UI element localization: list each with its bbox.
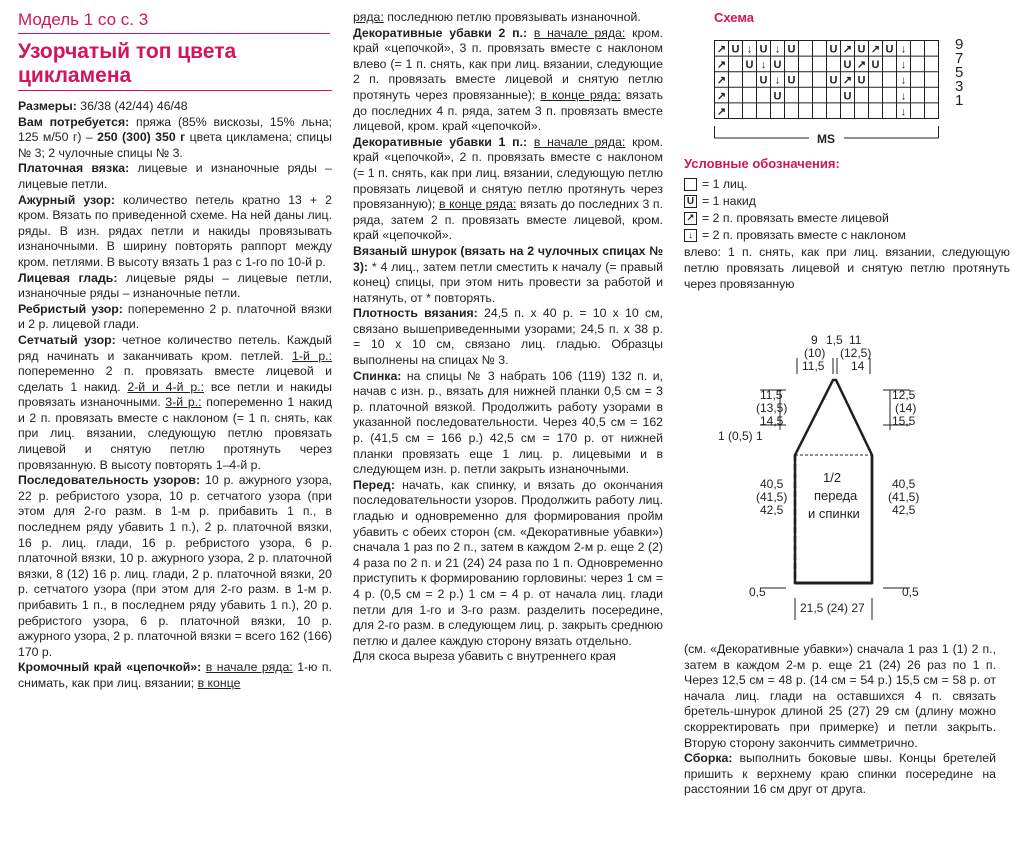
k2tog-symbol-icon: ↗ xyxy=(716,59,727,72)
yarn-over-symbol-icon: U xyxy=(829,43,838,56)
yarn-over-symbol-icon: U xyxy=(857,43,866,56)
ssk-symbol-icon: ↓ xyxy=(900,105,907,118)
dim-mid-right-2: (41,5) xyxy=(888,490,920,504)
dim-left-3: 14,5 xyxy=(760,414,784,428)
center-label-1: 1/2 xyxy=(823,470,842,485)
yarn-over-symbol-icon: U xyxy=(731,43,740,56)
yarn-over-symbol-icon: U xyxy=(829,74,838,87)
garter-stitch: Платочная вязка: лицевые и изнаночные ряды – лицевые петли. xyxy=(18,161,332,191)
center-label-3: и спинки xyxy=(808,506,860,521)
dim-top-g: 14 xyxy=(851,359,865,373)
k2tog-symbol-icon: ↗ xyxy=(842,43,853,56)
stitch-chart-svg xyxy=(714,40,946,140)
dim-right-1: 12,5 xyxy=(892,388,916,402)
k2tog-symbol-icon: ↗ xyxy=(716,74,727,87)
knit-symbol-icon xyxy=(684,178,697,191)
yarn-over-symbol-icon: U xyxy=(745,59,754,72)
column-2 xyxy=(353,10,663,665)
dim-top-e: (12,5) xyxy=(840,346,872,360)
k2tog-symbol-icon: ↗ xyxy=(716,105,727,118)
legend-ssk: ↓ = 2 п. провязать вместе с наклоном xyxy=(684,227,1010,244)
model-reference: Модель 1 со с. 3 xyxy=(18,10,330,34)
yarn-over-symbol-icon: U xyxy=(684,195,697,208)
ssk-symbol-icon: ↓ xyxy=(774,43,781,56)
sizes: Размеры: 36/38 (42/44) 46/48 xyxy=(18,99,188,113)
dim-top-c: 11 xyxy=(849,333,862,347)
dim-left-1: 11,5 xyxy=(760,388,783,402)
column-3 xyxy=(684,10,1010,26)
page-title: Узорчатый топ цвета цикламена xyxy=(18,40,332,91)
neck-slope: Для скоса выреза убавить с внутреннего края xyxy=(353,649,616,664)
ssk-symbol-icon: ↓ xyxy=(900,43,907,56)
legend xyxy=(684,155,1010,292)
lace-pattern: Ажурный узор: количество петель кратно 13 + 2 кром. Вязать по приведенной схеме. На ней даны лиц. ряды. В изн. рядах петли и накиды провязывать изнаночными. В ширину повторять раппорт между кром. петлями. В высоту вязать 1 раз с 1-го по 10-й р. xyxy=(18,192,333,269)
gauge: Плотность вязания: 24,5 п. х 40 р. = 10 х 10 см, связано вышеприведенными узорами; 24,5 п. х 38 р. = 10 х 10 см, связано лиц. гладью. Образцы выполнены на спицах № 3. xyxy=(353,306,663,368)
k2tog-symbol-icon: ↗ xyxy=(870,43,881,56)
decorative-decrease-2: Декоративные убавки 2 п.: в начале ряда: кром. край «цепочкой», 3 п. провязать вместе с наклоном влево (= 1 п. снять, как при лиц. вязании, следующие 2 п. провязать вместе лицевой и снятую петлю протянуть через провязанные); в конце ряда: вязать до последних 4 п. ряда, затем 3 п. провязать вместе лицевой, кром. край «цепочкой». xyxy=(353,25,664,134)
yarn-over-symbol-icon: U xyxy=(885,43,894,56)
k2tog-symbol-icon: ↗ xyxy=(842,74,853,87)
yarn-over-symbol-icon: U xyxy=(773,59,782,72)
dim-top-d: (10) xyxy=(804,346,826,360)
chain-edge: Кромочный край «цепочкой»: в начале ряда: 1-ю п. снимать, как при лиц. вязании; в конце xyxy=(18,660,332,690)
legend-title: Условные обозначения: xyxy=(684,156,840,171)
chain-edge-cont: ряда: последнюю петлю провязывать изнаночной. xyxy=(353,10,641,24)
neck-continued: (см. «Декоративные убавки») сначала 1 раз 1 (1) 2 п., затем в каждом 2-м р. еще 21 (24) 26 раз по 1 п. Через 12,5 см = 48 р. (14 см = 54 р.) 15,5 см = 58 р. от начала лиц. глади на оставшихся 4 п. связать бретель-шнурок длиной 25 (27) 29 см (длину можно скорректировать при примерке) и петли закрыть. Вторую сторону закончить симметрично. xyxy=(684,642,996,750)
dim-left-4: 1 (0,5) 1 xyxy=(718,429,763,443)
ssk-symbol-icon: ↓ xyxy=(684,229,697,242)
dim-bottom-right: 0,5 xyxy=(902,585,919,599)
yarn-over-symbol-icon: U xyxy=(773,90,782,103)
rib-pattern: Ребристый узор: попеременно 2 р. платочной вязки и 2 р. лицевой глади. xyxy=(18,301,332,332)
dim-mid-right-1: 40,5 xyxy=(892,477,916,491)
dim-mid-left-2: (41,5) xyxy=(756,490,788,504)
pattern-sequence: Последовательность узоров: 10 р. ажурного узора, 22 р. ребристого узора, 10 р. сетчатого узора (при этом для 2-го разм. в 1-м р. прибавить 1 п., в последнем ряду убавить 1 п.), 2 р. платочной вязки, 16 р. лиц. глади, 16 р. ребристого узора, 6 р. платочной вязки, 10 р. ажурного узора, 2 р. платочной вязки, 8 (12) 16 р. лиц. глади, 2 р. платочной вязки, 20 р. сетчатого узора (при этом для 2-го разм. в 1-м р. прибавить 1 п., в последнем ряду убавить 1 п.), 20 р. ребристого узора, 6 р. платочной вязки, 10 р. ажурного узора, 2 р. платочной вязки = всего 162 (166) 170 р. xyxy=(18,473,332,659)
center-label-2: переда xyxy=(814,488,858,503)
yarn-over-symbol-icon: U xyxy=(843,90,852,103)
ssk-symbol-icon: ↓ xyxy=(900,74,907,87)
chart-row-numbers: 9 7 5 3 1 xyxy=(955,36,964,109)
garment-schematic xyxy=(690,330,1010,630)
yarn-over-symbol-icon: U xyxy=(787,43,796,56)
dim-mid-left-1: 40,5 xyxy=(760,477,784,491)
dim-top-f: 11,5 xyxy=(802,359,825,373)
front-instructions: Перед: начать, как спинку, и вязать до окончания последовательности узоров. Продолжить работу лиц. гладью и одновременно для формирования пройм убавить с обеих сторон (см. «Декоративные убавки») сначала 1 раз по 2 п., затем в каждом 2-м р. еще 2 (2) 4 раза по 2 п. и 21 (24) 24 раза по 1 п. Одновременно приступить к формированию горловины: через 1 см = 4 р. (0,5 см = 2 р.) 1 см = 4 р. от начала лиц. глади петли для 1-го и 3-го разм. разделить посередине, для 2-го разм. в следующем лиц. р. закрыть среднюю петлю и далее каждую сторону вязать отдельно. xyxy=(353,477,663,648)
column-1 xyxy=(18,10,332,692)
ssk-symbol-icon: ↓ xyxy=(746,43,753,56)
ssk-symbol-icon: ↓ xyxy=(900,90,907,103)
schematic-svg xyxy=(690,330,1010,630)
yarn-over-symbol-icon: U xyxy=(787,74,796,87)
ssk-symbol-icon: ↓ xyxy=(900,59,907,72)
materials: Вам потребуется: пряжа (85% вискозы, 15% льна; 125 м/50 г) – 250 (300) 350 г цвета цикламена; спицы № 3; 2 чулочные спицы № 3. xyxy=(18,114,332,160)
ms-label: MS xyxy=(817,132,835,146)
yarn-over-symbol-icon: U xyxy=(857,74,866,87)
k2tog-symbol-icon: ↗ xyxy=(716,90,727,103)
yarn-over-symbol-icon: U xyxy=(871,59,880,72)
legend-k2tog: ↗ = 2 п. провязать вместе лицевой xyxy=(684,210,1010,227)
column-3-tail xyxy=(684,642,996,798)
dim-bottom-left: 0,5 xyxy=(749,585,766,599)
dim-mid-right-3: 42,5 xyxy=(892,503,916,517)
k2tog-symbol-icon: ↗ xyxy=(716,43,727,56)
knitted-cord: Вязаный шнурок (вязать на 2 чулочных спицах № 3): * 4 лиц., затем петли сместить к началу (= правый конец) спицы, при этом нить провести за работой и натянуть, от * повторять. xyxy=(353,243,663,305)
dim-left-2: (13,5) xyxy=(756,401,788,415)
dim-bottom-width: 21,5 (24) 27 xyxy=(800,601,865,615)
stockinette: Лицевая гладь: лицевые ряды – лицевые петли, изнаночные ряды – изнаночные петли. xyxy=(18,270,333,301)
decorative-decrease-1: Декоративные убавки 1 п.: в начале ряда: кром. край «цепочкой», 2 п. провязать вместе с наклоном (= 1 п. снять, как при лиц. вязании, следующую петлю провязать лицевой и снятую петлю протянуть через провязанную); в конце ряда: вязать до последних 3 п. ряда, затем 2 п. провязать вместе лицевой, кром. край «цепочкой». xyxy=(353,134,663,243)
yarn-over-symbol-icon: U xyxy=(843,59,852,72)
back-instructions: Спинка: на спицы № 3 набрать 106 (119) 132 п. и, начав с изн. р., вязать для нижней планки 0,5 см = 3 р. платочной вязкой. Продолжить работу узорами в указанной последовательности. Через 40,5 см = 162 р. (41,5 см = 166 р.) 42,5 см = 170 р. от нижней планки провязать еще 1 лиц. р. лицевыми и в следующем изн. р. петли закрыть изнаночными. xyxy=(353,368,663,477)
legend-yarn-over: U = 1 накид xyxy=(684,193,1010,210)
dim-right-3: 15,5 xyxy=(892,414,916,428)
yarn-over-symbol-icon: U xyxy=(759,43,768,56)
dim-mid-left-3: 42,5 xyxy=(760,503,784,517)
dim-top-a: 9 xyxy=(811,333,818,347)
dim-top-b: 1,5 xyxy=(826,333,843,347)
legend-knit: = 1 лиц. xyxy=(684,176,1010,193)
assembly: Сборка: выполнить боковые швы. Концы бретелей пришить к верхнему краю спинки посередине на расстоянии 16 см друг от друга. xyxy=(684,751,996,797)
ssk-symbol-icon: ↓ xyxy=(760,59,767,72)
mesh-pattern: Сетчатый узор: четное количество петель. Каждый ряд начинать и заканчивать кром. петлей. 1-й р.: попеременно 2 п. провязать вместе лицевой и сделать 1 накид. 2-й и 4-й р.: все петли и накиды провязать изнаночными. 3-й р.: попеременно 1 накид и 2 п. провязать вместе с наклоном (= 1 п. снять, как при лиц. вязании, следующую петлю провязать лицевой и снятую петлю протянуть через провязанную. В высоту повторять 1–4-й р. xyxy=(18,332,332,472)
yarn-over-symbol-icon: U xyxy=(759,74,768,87)
dim-right-2: (14) xyxy=(895,401,917,415)
scheme-title: Схема xyxy=(714,10,755,25)
legend-ssk-desc: влево: 1 п. снять, как при лиц. вязании, следующую петлю провязать лицевой и снятую петлю протянуть через провязанную xyxy=(684,245,1010,291)
k2tog-symbol-icon: ↗ xyxy=(856,59,867,72)
ssk-symbol-icon: ↓ xyxy=(774,74,781,87)
k2tog-symbol-icon: ↗ xyxy=(684,212,697,225)
